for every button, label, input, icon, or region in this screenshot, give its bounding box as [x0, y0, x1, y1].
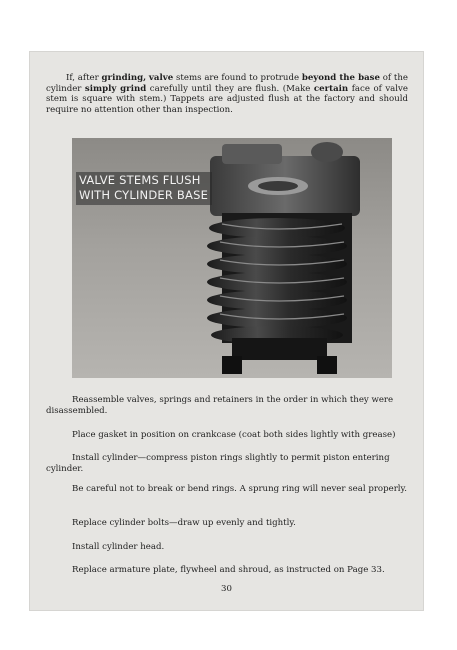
step-place-gasket: Place gasket in position on crankcase (coat both sides lightly with grease) [72, 430, 396, 440]
step-reassemble-valves: Reassemble valves, springs and retainers in the order in which they were disassembled. [46, 395, 394, 416]
intro-text-lead: If, after [66, 73, 102, 83]
intro-text-line2b: carefully until they are flush. (Make [146, 83, 314, 94]
intro-text-line2a: of the cylinder [46, 73, 408, 94]
intro-bold-grinding: grinding, [101, 73, 147, 83]
intro-bold-valve: valve [148, 73, 174, 83]
intro-text-rest: face of valve stem is square with stem.) Tappets are adjusted flush at the factory and should require no attention other than inspection. [46, 83, 408, 115]
intro-bold-beyond-base: beyond the base [301, 73, 380, 83]
cylinder-photo [72, 138, 392, 378]
intro-text-mid: stems are found to protrude [173, 73, 302, 83]
step-install-head: Install cylinder head. [72, 542, 165, 552]
step-careful-rings: Be careful not to break or bend rings. A sprung ring will never seal properly. [72, 484, 407, 494]
page-number: 30 [221, 584, 232, 594]
intro-bold-certain: certain [313, 83, 349, 94]
caption-line-1: VALVE STEMS FLUSH [79, 173, 201, 187]
intro-paragraph [46, 73, 408, 115]
step-install-cylinder: Install cylinder—compress piston rings slightly to permit piston entering cylinder. [46, 453, 390, 474]
intro-bold-simply-grind: simply grind [84, 83, 147, 94]
caption-line-2: WITH CYLINDER BASE [79, 188, 209, 202]
step-replace-armature: Replace armature plate, flywheel and shroud, as instructed on Page 33. [72, 565, 385, 575]
figure-caption [76, 172, 212, 205]
manual-page [30, 52, 423, 610]
step-replace-bolts: Replace cylinder bolts—draw up evenly and tightly. [72, 518, 296, 528]
